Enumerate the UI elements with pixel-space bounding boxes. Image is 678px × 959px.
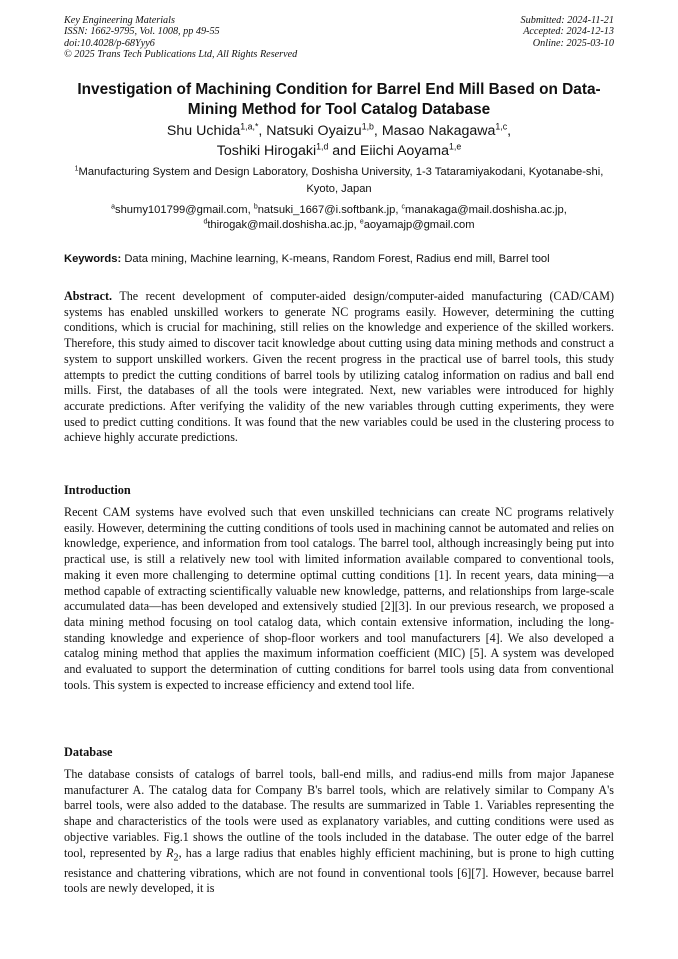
database-text-part-1: The database consists of catalogs of barrel tools, ball-end mills, and radius-end mills from major Japanese manufacturer A. The catalog data for Company B's barrel tools, which are relatively similar to Company A's barrel tools, were also added to the database. The results are summarized in Table 1. Variables representing the shape and characteristics of the tools were used as explanatory variables, and cutting conditions were used as objective variables. Fig.1 shows the outline of the tools included in the database. The outer edge of the barrel tool, represented by <box>64 767 614 860</box>
issn-volume: ISSN: 1662-9795, Vol. 1008, pp 49-55 <box>64 26 220 38</box>
author-affiliation-mark: 1,a,* <box>240 121 259 132</box>
email-address[interactable]: natsuki_1667@i.softbank.jp <box>257 204 396 216</box>
author-list <box>60 122 618 161</box>
email-address[interactable]: shumy101799@gmail.com <box>114 204 248 216</box>
email-list <box>60 203 618 233</box>
email-mark: a <box>111 203 115 211</box>
author-name: Eiichi Aoyama <box>359 142 450 159</box>
paper-title: Investigation of Machining Condition for Barrel End Mill Based on Data-Mining Method for Tool Catalog Database <box>77 81 601 118</box>
author-separator: , <box>258 123 267 139</box>
affiliation <box>72 164 606 198</box>
abstract-label: Abstract. <box>64 289 113 303</box>
introduction-heading: Introduction <box>64 483 131 497</box>
email-mark: b <box>253 203 258 211</box>
affiliation-mark: 1 <box>74 165 79 173</box>
email-mark: d <box>203 218 208 226</box>
accepted-date: Accepted: 2024-12-13 <box>523 26 614 38</box>
online-date: Online: 2025-03-10 <box>532 37 614 49</box>
author-name: Shu Uchida <box>166 123 241 139</box>
author-affiliation-mark: 1,c <box>495 121 508 132</box>
submitted-date: Submitted: 2024-11-21 <box>520 15 614 26</box>
author-name: Toshiki Hirogaki <box>216 142 317 159</box>
database-body <box>64 767 614 897</box>
email-address[interactable]: aoyamajp@gmail.com <box>363 219 475 231</box>
journal-header-left <box>64 15 297 61</box>
email-separator: , <box>563 204 567 216</box>
email-separator: , <box>395 204 402 216</box>
email-mark: e <box>359 218 364 226</box>
author-separator: , <box>373 123 382 139</box>
abstract-text: The recent development of computer-aided design/computer-aided manufacturing (CAD/CAM) systems has enabled unskilled workers to generate NC programs easily. However, determining the cutting conditions, which is crucial for machining, still relies on the knowledge and experience of the skilled workers. Therefore, this study aimed to discover tacit knowledge about cutting using data mining methods and construct a system to support unskilled workers. Given the recent progress in the practical use of barrel tools, this study attempts to predict the cutting conditions of barrel tools by utilizing catalog information on radius and ball end mills. First, the databases of all the tools were integrated. Next, new variables were introduced for highly accurate predictions. After verifying the validity of the new variables through cutting experiments, they were used to predict cutting conditions. It was found that the new variables could be used in the clustering process to achieve highly accurate predictions. <box>64 289 614 445</box>
author-name: Masao Nakagawa <box>381 123 496 139</box>
author-affiliation-mark: 1,d <box>316 140 329 151</box>
abstract <box>64 289 614 446</box>
author-name: Natsuki Oyaizu <box>266 123 362 139</box>
introduction-body <box>64 505 614 693</box>
affiliation-text: Manufacturing System and Design Laboratory, Doshisha University, 1-3 Tataramiyakodani, Kyotanabe-shi, Kyoto, Japan <box>78 166 604 195</box>
author-affiliation-mark: 1,e <box>449 140 462 151</box>
author-affiliation-mark: 1,b <box>361 121 374 132</box>
email-separator: , <box>247 204 254 216</box>
email-address[interactable]: thirogak@mail.doshisha.ac.jp <box>207 219 354 231</box>
doi[interactable]: doi:10.4028/p-68Yyy6 <box>64 37 155 49</box>
email-address[interactable]: manakaga@mail.doshisha.ac.jp <box>405 204 564 216</box>
keywords-label: Keywords: <box>64 253 122 265</box>
radius-symbol-subscript: 2 <box>173 851 179 863</box>
author-separator: , <box>507 123 512 139</box>
journal-header-right <box>521 15 614 49</box>
email-separator: , <box>353 219 360 231</box>
database-heading: Database <box>64 745 113 759</box>
keywords-text: Data mining, Machine learning, K-means, Random Forest, Radius end mill, Barrel tool <box>124 253 550 265</box>
author-separator: and <box>328 142 360 159</box>
copyright: © 2025 Trans Tech Publications Ltd, All Rights Reserved <box>64 49 298 61</box>
database-text-part-2: , has a large radius that enables highly efficient machining, but is prone to high cutting resistance and chattering vibrations, which are not found in conventional tools [6][7]. However, because barrel tools are newly developed, it is <box>64 845 615 896</box>
journal-name: Key Engineering Materials <box>64 15 175 26</box>
keywords-line <box>64 252 620 267</box>
radius-symbol: R <box>166 845 174 860</box>
introduction-text: Recent CAM systems have evolved such that even unskilled technicians can create NC programs relatively easily. However, determining the cutting conditions of tools used in machining cannot be automated and relies on knowledge, experience, and information from tool catalogs. The barrel tool, although increasingly being put into practical use, is still a relatively new tool with limited information available compared to conventional tools, making it even more challenging to determine optimal cutting conditions [1]. In recent years, data mining—a method capable of extracting scientifically valuable new knowledge, patterns, and relationships from large-scale accumulated data—has been developed and extensively studied [2][3]. In our previous research, we proposed a data mining method focusing on tool catalog data, which contain extensive information, including the long-standing knowledge and experience of shop-floor workers and tool manufacturers [4]. We also developed a catalog mining method that applies the maximum information coefficient (MIC) [5]. A system was developed and evaluated to support the determination of cutting conditions for barrel tools using data from conventional tools. This system is expected to increase efficiency and extend tool life. <box>64 505 614 692</box>
email-mark: c <box>401 203 405 211</box>
